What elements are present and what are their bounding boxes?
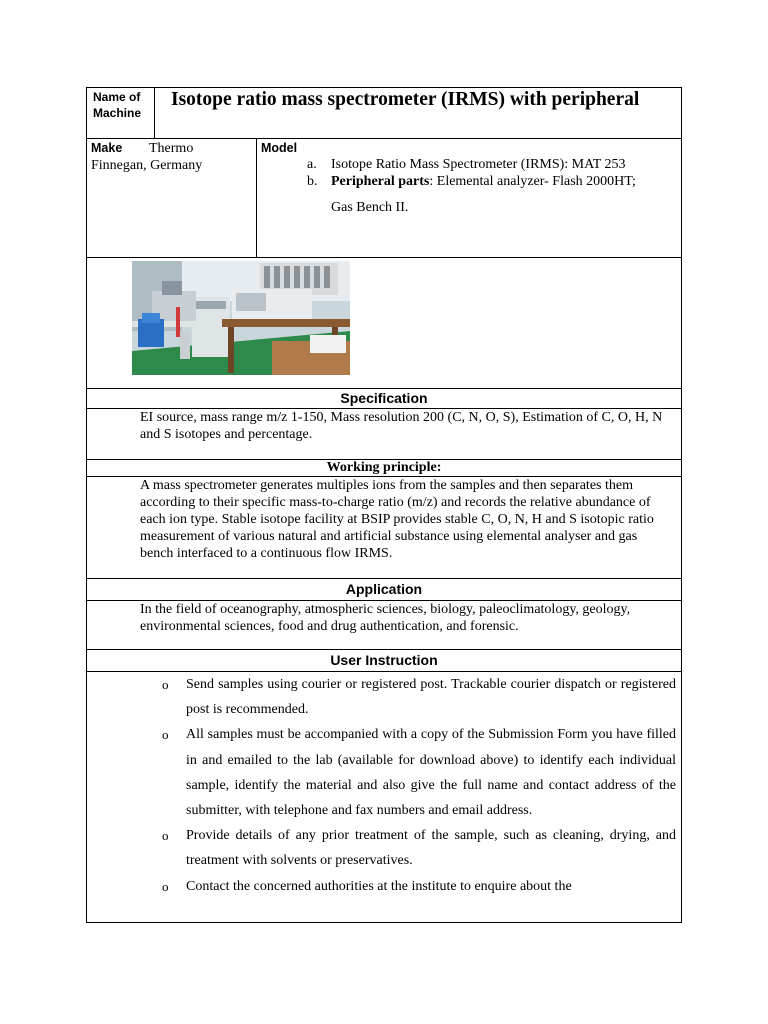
- model-item-bold: Peripheral parts: [331, 174, 430, 189]
- user-instruction-header-row: [87, 650, 681, 672]
- bullet-marker: o: [162, 677, 169, 692]
- make-model-row: [87, 139, 681, 258]
- specification-text: EI source, mass range m/z 1-150, Mass resolution 200 (C, N, O, S), Estimation of C, O, H, N and S isotopes and percentage.: [140, 410, 663, 442]
- model-item-continuation: Gas Bench II.: [331, 200, 409, 215]
- specification-heading: Specification: [340, 390, 428, 406]
- list-item: [162, 722, 676, 823]
- user-instruction-list: [162, 672, 676, 899]
- list-item: [162, 874, 676, 899]
- bullet-marker: o: [162, 878, 169, 894]
- application-heading: Application: [345, 581, 423, 597]
- model-label: Model: [261, 141, 298, 155]
- list-item: [162, 823, 676, 873]
- bullet-marker: o: [162, 828, 169, 844]
- make-value-text: Thermo Finnegan, Germany: [91, 141, 203, 173]
- working-principle-header-row: [87, 460, 681, 477]
- model-item-text: Isotope Ratio Mass Spectrometer (IRMS): MAT 253: [331, 157, 626, 172]
- model-cell: [257, 139, 681, 257]
- list-item-text: Contact the concerned authorities at the institute to enquire about the: [186, 878, 572, 894]
- make-label: Make: [91, 141, 123, 155]
- model-item: [307, 173, 679, 216]
- working-principle-heading: Working principle:: [326, 460, 442, 475]
- irms-lab-photo: [132, 261, 350, 375]
- application-header-row: [87, 579, 681, 601]
- list-item-text: Send samples using courier or registered post. Trackable courier dispatch or registered post is recommended.: [186, 677, 676, 718]
- user-instruction-body-row: [87, 672, 681, 922]
- list-marker: b.: [307, 174, 318, 189]
- list-item-text: All samples must be accompanied with a copy of the Submission Form you have filled in and emailed to the lab (available for download above) to identify each individual sample, identify the material and also give the full name and contact address of the submitter, with telephone and fax numbers and email address.: [186, 727, 676, 819]
- machine-info-table: [86, 87, 682, 923]
- machine-title: Isotope ratio mass spectrometer (IRMS) with peripheral: [171, 89, 640, 110]
- model-item: [307, 156, 679, 173]
- specification-header-row: [87, 389, 681, 409]
- model-list: [307, 156, 679, 216]
- application-text: In the field of oceanography, atmospheric sciences, biology, paleoclimatology, geology, environmental sciences, food and drug authentication, and forensic.: [140, 602, 631, 634]
- user-instruction-heading: User Instruction: [330, 652, 438, 668]
- bullet-marker: o: [162, 727, 169, 743]
- name-of-machine-label: Name of Machine: [87, 88, 155, 138]
- model-item-text: : Elemental analyzer- Flash 2000HT;: [429, 174, 636, 189]
- list-item-text: Provide details of any prior treatment of the sample, such as cleaning, drying, and treatment with solvents or preservatives.: [186, 828, 676, 869]
- photo-row: [87, 258, 681, 389]
- list-item: [162, 672, 676, 722]
- specification-body-row: [87, 409, 681, 460]
- list-marker: a.: [307, 157, 317, 172]
- application-body-row: [87, 601, 681, 650]
- working-principle-text: A mass spectrometer generates multiples ions from the samples and then separates them according to their specific mass-to-charge ratio (m/z) and records the relative abundance of each ion type. Stable isotope facility at BSIP provides stable C, O, N, H and S isotopic ratio measurement of various natural and artificial substance using elemental analyser and gas bench interfaced to a continuous flow IRMS.: [140, 478, 654, 561]
- make-cell: [87, 139, 257, 257]
- working-principle-body-row: [87, 477, 681, 579]
- name-row: [87, 88, 681, 139]
